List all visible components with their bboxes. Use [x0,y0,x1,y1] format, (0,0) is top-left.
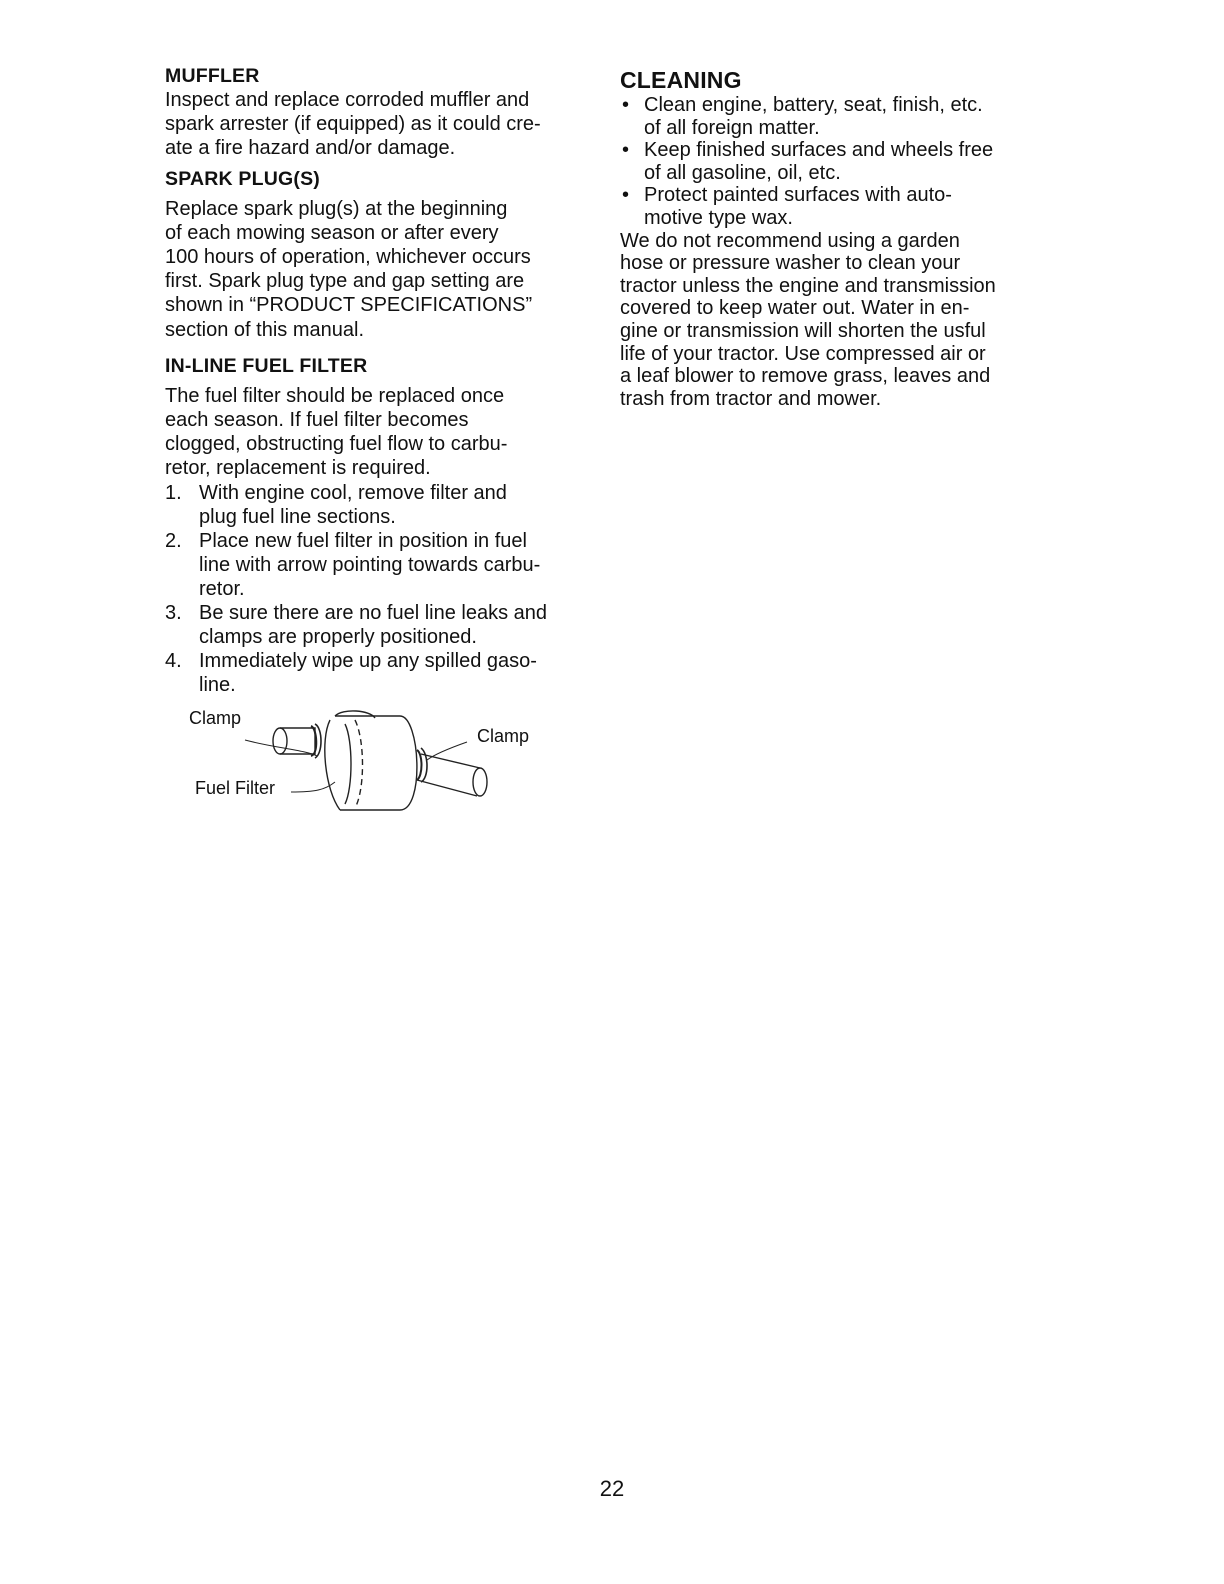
step-item: 4. Immediately wipe up any spilled gaso- line. [165,649,537,696]
bullet-icon: • [622,139,630,162]
step-item: 3. Be sure there are no fuel line leaks and clamps are properly positioned. [165,601,547,648]
fuel-filter-figure [165,710,565,820]
step-item: 2. Place new fuel filter in position in fuel line with arrow pointing towards carbu- retor. [165,529,541,600]
fuel-filter-text: The fuel filter should be replaced once each season. If fuel filter becomes clogged, obstructing fuel flow to carbu- retor, replacement is required. [165,384,508,480]
clamp-left-label: Clamp [189,708,242,728]
bullet-icon: • [622,94,630,116]
fuel-filter-label: Fuel Filter [195,778,276,798]
spark-plugs-heading: SPARK PLUG(S) [165,167,320,190]
page-number: 22 [599,1476,625,1501]
left-column [165,64,605,697]
muffler-heading: MUFFLER [165,65,260,87]
cleaning-heading: CLEANING [620,67,742,93]
spark-plugs-text: Replace spark plug(s) at the beginning of each mowing season or after every 100 hours of operation, whichever occurs first. Spark plug type and gap setting are shown in “PRODUCT SPECIFICATIONS” section of this manual. [165,197,533,341]
bullet-item: • Protect painted surfaces with auto- motive type wax. [622,184,952,229]
step-item: 1. With engine cool, remove filter and plug fuel line sections. [165,481,507,528]
muffler-text: Inspect and replace corroded muffler and spark arrester (if equipped) as it could cre- ate a fire hazard and/or damage. [165,89,541,160]
cleaning-paragraph: We do not recommend using a garden hose or pressure washer to clean your tractor unless the engine and transmission covered to keep water out. Water in en- gine or transmission will shorten the usful life of your tractor. Use compressed air or a leaf blower to remove grass, leaves and trash from tractor and mower. [620,229,996,410]
bullet-item: • Clean engine, battery, seat, finish, etc. of all foreign matter. [622,94,983,139]
bullet-icon: • [622,184,630,207]
right-column [620,64,1060,410]
clamp-right-label: Clamp [477,726,530,746]
fuel-filter-heading: IN-LINE FUEL FILTER [165,354,368,377]
bullet-item: • Keep finished surfaces and wheels free of all gasoline, oil, etc. [622,139,994,184]
cleaning-bullets [620,94,1060,230]
fuel-filter-steps [165,481,605,697]
